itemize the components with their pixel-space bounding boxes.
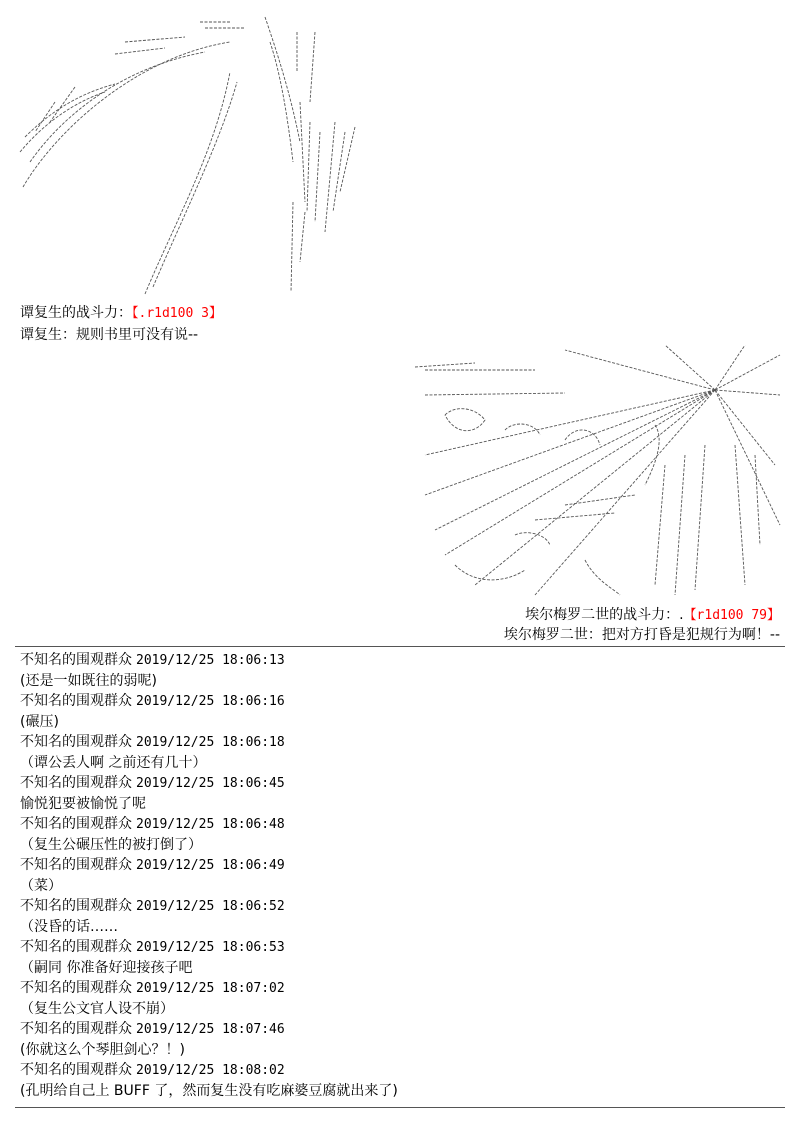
- comment-timestamp: 2019/12/25 18:06:52: [136, 899, 285, 914]
- comment-text: （谭公丢人啊 之前还有几十）: [20, 754, 207, 771]
- comment-author: 不知名的围观群众: [20, 652, 132, 668]
- comment-item: [20, 978, 780, 1019]
- comment-timestamp: 2019/12/25 18:06:48: [136, 817, 285, 832]
- comment-text: (碾压): [20, 713, 59, 730]
- comment-text: （嗣同 你准备好迎接孩子吧: [20, 959, 193, 976]
- dialogue-text: 谭复生：规则书里可没有说--: [20, 327, 199, 343]
- comment-item: [20, 773, 780, 814]
- comment-timestamp: 2019/12/25 18:06:53: [136, 940, 285, 955]
- comment-text: (还是一如既往的弱呢): [20, 672, 157, 689]
- comment-author: 不知名的围观群众: [20, 816, 132, 832]
- dialogue-text: 埃尔梅罗二世：把对方打昏是犯规行为啊！--: [503, 627, 780, 643]
- comment-timestamp: 2019/12/25 18:06:18: [136, 735, 285, 750]
- comment-timestamp: 2019/12/25 18:06:16: [136, 694, 285, 709]
- combat-power-line-2: [525, 606, 780, 625]
- comment-text: 愉悦犯要被愉悦了呢: [20, 795, 146, 812]
- divider-top: [15, 646, 785, 647]
- comment-item: [20, 1060, 780, 1101]
- comment-author: 不知名的围观群众: [20, 775, 132, 791]
- comment-author: 不知名的围观群众: [20, 734, 132, 750]
- character-dialogue-line-2: [504, 626, 780, 644]
- comment-author: 不知名的围观群众: [20, 980, 132, 996]
- comment-meta: [20, 896, 780, 917]
- comment-author: 不知名的围观群众: [20, 898, 132, 914]
- comment-meta: [20, 937, 780, 958]
- comment-author: 不知名的围观群众: [20, 693, 132, 709]
- comment-author: 不知名的围观群众: [20, 1021, 132, 1037]
- comment-meta: [20, 814, 780, 835]
- divider-bottom: [15, 1107, 785, 1108]
- combat-power-line-1: [20, 304, 222, 323]
- comment-timestamp: 2019/12/25 18:07:02: [136, 981, 285, 996]
- comment-meta: [20, 1019, 780, 1040]
- character-combat-label: 埃尔梅罗二世的战斗力：.: [525, 607, 684, 623]
- comment-meta: [20, 1060, 780, 1081]
- comment-meta: [20, 691, 780, 712]
- comment-meta: [20, 732, 780, 753]
- comment-meta: [20, 650, 780, 671]
- comment-timestamp: 2019/12/25 18:06:49: [136, 858, 285, 873]
- character-combat-label: 谭复生的战斗力：: [20, 305, 132, 321]
- character-dialogue-line-1: [20, 326, 198, 344]
- comment-timestamp: 2019/12/25 18:07:46: [136, 1022, 285, 1037]
- comment-author: 不知名的围观群众: [20, 939, 132, 955]
- comment-item: [20, 937, 780, 978]
- comment-author: 不知名的围观群众: [20, 857, 132, 873]
- comment-item: [20, 896, 780, 937]
- comment-item: [20, 732, 780, 773]
- comment-text: (孔明给自己上 BUFF 了，然而复生没有吃麻婆豆腐就出来了): [20, 1082, 398, 1099]
- comment-timestamp: 2019/12/25 18:06:13: [136, 653, 285, 668]
- comment-item: [20, 691, 780, 732]
- comment-meta: [20, 855, 780, 876]
- comment-timestamp: 2019/12/25 18:06:45: [136, 776, 285, 791]
- dice-roll-result: 【r1d100 79】: [683, 608, 780, 623]
- ascii-art-figure-right: [415, 345, 785, 600]
- comment-text: （复生公碾压性的被打倒了）: [20, 836, 202, 853]
- comment-text: （菜）: [20, 877, 62, 894]
- comment-item: [20, 650, 780, 691]
- comment-item: [20, 814, 780, 855]
- comment-text: （没昏的话……: [20, 918, 118, 935]
- comment-text: (你就这么个琴胆剑心？！): [20, 1041, 185, 1058]
- comment-list: [20, 650, 780, 1101]
- comment-item: [20, 1019, 780, 1060]
- comment-text: （复生公文官人设不崩）: [20, 1000, 174, 1017]
- comment-meta: [20, 978, 780, 999]
- comment-item: [20, 855, 780, 896]
- ascii-art-figure-left: [15, 12, 365, 297]
- comment-meta: [20, 773, 780, 794]
- dice-roll-result: 【.r1d100 3】: [132, 306, 222, 321]
- comment-timestamp: 2019/12/25 18:08:02: [136, 1063, 285, 1078]
- comment-author: 不知名的围观群众: [20, 1062, 132, 1078]
